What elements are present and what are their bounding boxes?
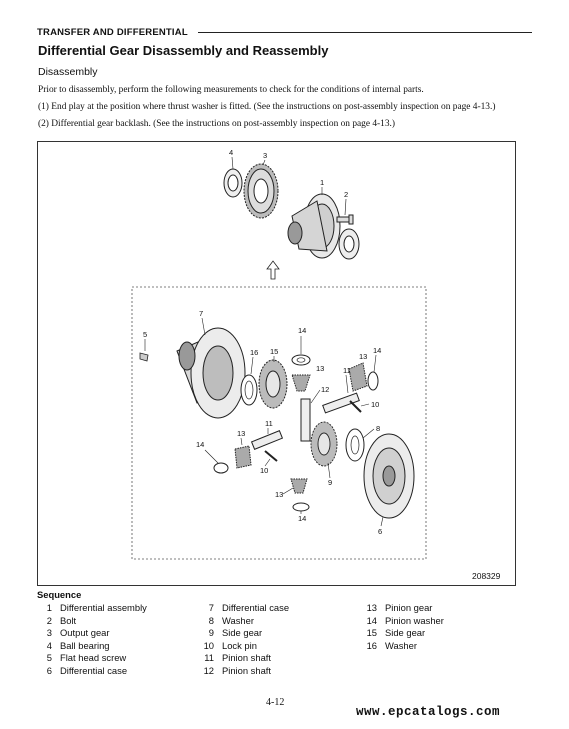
pinion-washer-14d-drawing <box>293 503 309 511</box>
differential-assembly-1-drawing <box>288 194 340 258</box>
callout-14a: 14 <box>298 326 307 335</box>
sequence-label: Pinion shaft <box>222 652 271 664</box>
callout-15: 15 <box>270 347 279 356</box>
sequence-title: Sequence <box>37 589 82 600</box>
sequence-item <box>199 627 289 640</box>
pinion-washer-14c-drawing <box>214 463 228 473</box>
pinion-gear-13d-drawing <box>291 479 307 493</box>
sequence-label: Differential assembly <box>60 602 147 613</box>
pinion-shaft-11a-drawing <box>323 393 360 413</box>
callout-5: 5 <box>143 330 148 339</box>
sequence-number: 3 <box>46 627 52 639</box>
sequence-item <box>37 627 147 640</box>
sequence-item <box>199 615 289 628</box>
sequence-item <box>199 602 289 615</box>
pinion-shaft-11b-drawing <box>252 431 283 450</box>
page-number: 4-12 <box>266 697 285 708</box>
sequence-number: 1 <box>46 602 52 613</box>
lock-pin-10b-drawing <box>265 451 277 461</box>
callout-14b: 14 <box>373 346 382 355</box>
bearing-4-drawing <box>224 169 242 197</box>
sequence-number: 14 <box>366 614 377 626</box>
pinion-gear-13c-drawing <box>235 446 251 468</box>
callout-13b-left: 13 <box>237 429 246 438</box>
sequence-label: Washer <box>385 639 417 651</box>
sequence-number: 15 <box>366 627 377 639</box>
callout-10b: 10 <box>260 466 269 475</box>
sequence-column-3 <box>362 602 444 652</box>
exploded-diagram <box>37 141 516 586</box>
output-gear-3-drawing <box>244 164 278 218</box>
lock-pin-10a-drawing <box>350 401 361 412</box>
sequence-label: Pinion gear <box>385 602 433 613</box>
sequence-number: 10 <box>203 639 214 651</box>
callout-12: 12 <box>321 385 330 394</box>
callout-11a: 11 <box>343 366 351 375</box>
callout-4: 4 <box>229 148 234 157</box>
sequence-number: 5 <box>46 652 52 664</box>
callout-13c: 13 <box>275 490 284 499</box>
callout-10a: 10 <box>371 400 380 409</box>
sequence-label: Bolt <box>60 614 77 626</box>
header-rule <box>198 32 532 33</box>
step-2: (2) Differential gear backlash. (See the instructions on post-assembly inspection on page 4-13.) <box>38 119 396 129</box>
callout-14c: 14 <box>196 440 205 449</box>
sequence-item <box>362 602 444 615</box>
sequence-label: Differential case <box>60 664 128 676</box>
sequence-label: Side gear <box>385 627 426 639</box>
sequence-item <box>37 652 147 665</box>
sequence-item <box>362 627 444 640</box>
sequence-item <box>37 615 147 628</box>
sequence-item <box>199 640 289 653</box>
bearing-right-drawing <box>339 229 359 259</box>
sequence-column-2 <box>199 602 289 678</box>
callout-13b: 13 <box>359 352 368 361</box>
watermark-url[interactable]: www.epcatalogs.com <box>356 705 501 719</box>
sequence-label: Differential case <box>222 602 290 613</box>
sequence-number: 11 <box>204 652 214 664</box>
callout-11b: 11 <box>265 419 273 428</box>
differential-case-6-drawing <box>364 434 414 518</box>
sequence-number: 8 <box>208 614 214 626</box>
sequence-item <box>362 615 444 628</box>
sequence-column-1 <box>37 602 147 678</box>
sequence-label: Lock pin <box>222 639 257 651</box>
subsection-title: Disassembly <box>38 66 98 78</box>
sequence-label: Side gear <box>222 627 263 639</box>
callout-14d: 14 <box>298 514 307 523</box>
sequence-item <box>37 665 147 678</box>
sequence-label: Flat head screw <box>60 652 127 664</box>
pinion-gear-13b-drawing <box>349 363 367 391</box>
step-1: (1) End play at the position where thrust washer is fitted. (See the instructions on post-assembly inspection on page 4-13.) <box>38 102 496 112</box>
sequence-number: 7 <box>208 602 214 613</box>
exploded-view-box <box>132 287 426 559</box>
sequence-number: 16 <box>366 639 377 651</box>
callout-6: 6 <box>378 527 383 536</box>
sequence-number: 12 <box>203 664 214 676</box>
callout-1: 1 <box>320 178 325 187</box>
sequence-label: Pinion washer <box>385 614 444 626</box>
sequence-number: 4 <box>46 639 52 651</box>
sequence-number: 6 <box>46 664 52 676</box>
sequence-item <box>199 652 289 665</box>
callout-3: 3 <box>263 151 268 160</box>
sequence-label: Ball bearing <box>60 639 110 651</box>
sequence-item <box>37 602 147 615</box>
sequence-item <box>199 665 289 678</box>
pinion-shaft-12-drawing <box>301 399 310 441</box>
side-gear-15-drawing <box>259 360 287 408</box>
sequence-item <box>37 640 147 653</box>
sequence-number: 2 <box>46 614 52 626</box>
pinion-gear-13a-drawing <box>292 375 310 391</box>
sequence-label: Output gear <box>60 627 110 639</box>
section-header: TRANSFER AND DIFFERENTIAL <box>37 27 188 38</box>
pinion-washer-14b-drawing <box>368 372 378 390</box>
callout-2: 2 <box>344 190 349 199</box>
sequence-number: 13 <box>366 602 377 613</box>
callout-8: 8 <box>376 424 381 433</box>
callout-16: 16 <box>250 348 259 357</box>
page-title: Differential Gear Disassembly and Reassembly <box>38 43 329 58</box>
sequence-number: 9 <box>208 627 214 639</box>
figure-id: 208329 <box>472 571 501 581</box>
sequence-label: Pinion shaft <box>222 664 271 676</box>
side-gear-9-drawing <box>311 422 337 466</box>
intro-text: Prior to disassembly, perform the following measurements to check for the conditions of internal parts. <box>38 85 424 95</box>
callout-7: 7 <box>199 309 204 318</box>
explode-arrow <box>267 261 279 279</box>
sequence-label: Washer <box>222 614 254 626</box>
differential-case-7-drawing <box>177 328 245 418</box>
screw-5-drawing <box>140 353 148 361</box>
sequence-item <box>362 640 444 653</box>
callout-13a: 13 <box>316 364 325 373</box>
callout-9: 9 <box>328 478 333 487</box>
